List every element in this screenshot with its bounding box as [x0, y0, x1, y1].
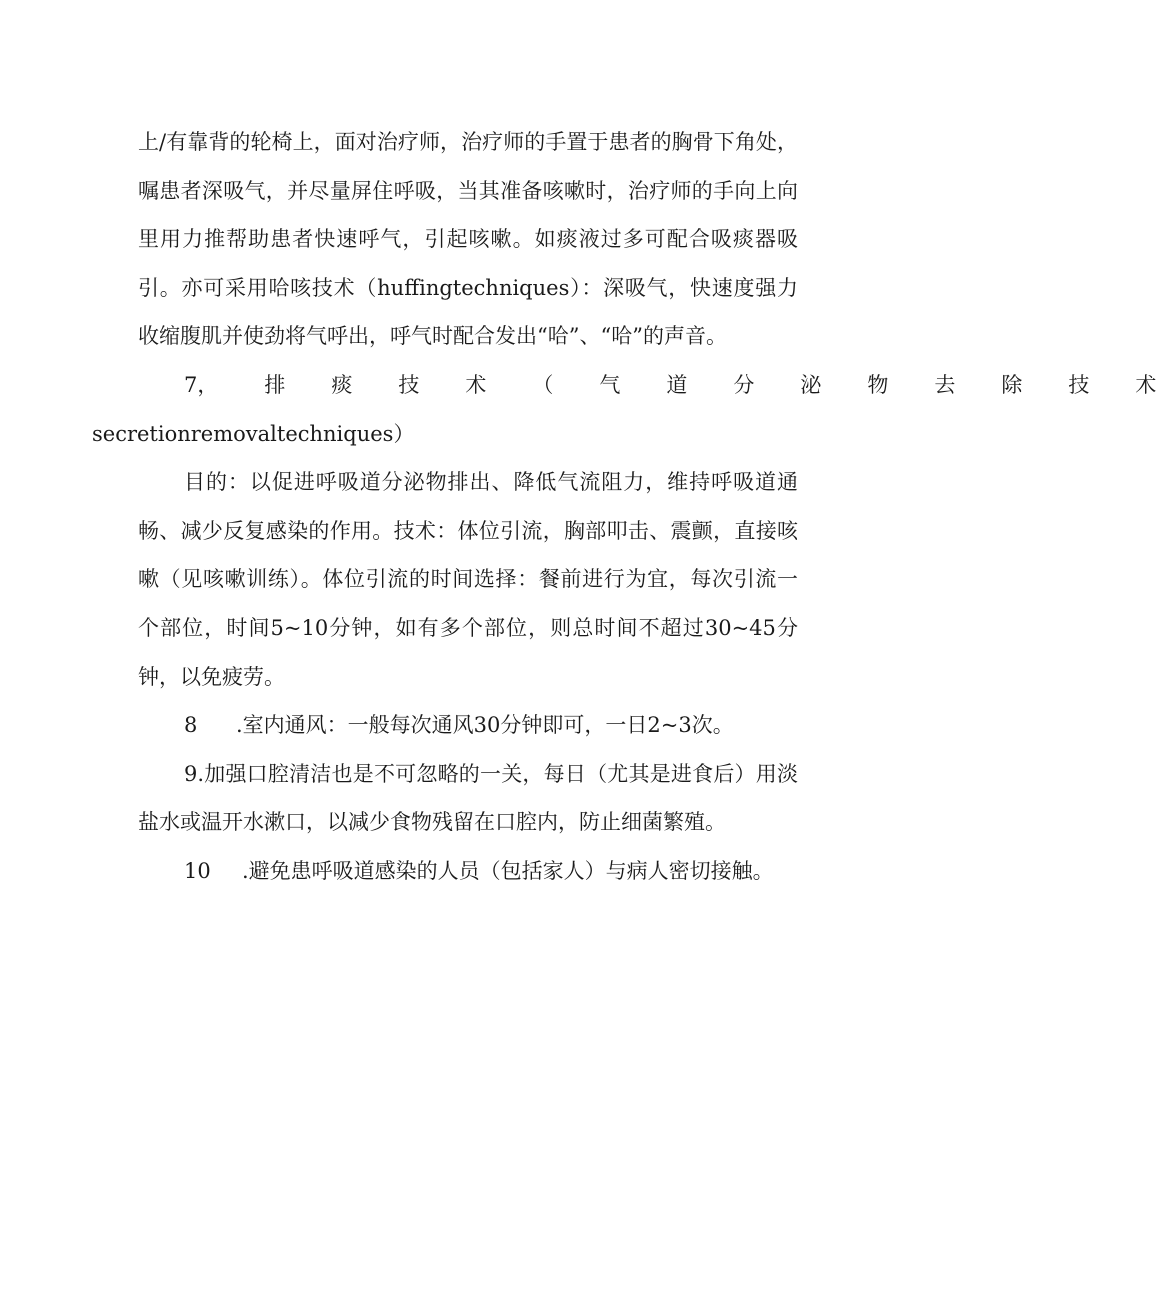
paragraph-item-9-oral-hygiene: 9.加强口腔清洁也是不可忽略的一关，每日（尤其是进食后）用淡盐水或温开水漱口，以减少食物残留在口腔内，防止细菌繁殖。	[138, 761, 798, 835]
heading-english-term: secretionremovaltechniques）	[92, 421, 415, 446]
item-number: 8	[184, 713, 198, 738]
item-text: .室内通风：一般每次通风30分钟即可，一日2~3次。	[236, 713, 734, 738]
paragraph-item-8-ventilation	[138, 701, 798, 750]
paragraph-secretion-removal-details: 目的：以促进呼吸道分泌物排出、降低气流阻力，维持呼吸道通畅、减少反复感染的作用。技术：体位引流，胸部叩击、震颤，直接咳嗽（见咳嗽训练）。体位引流的时间选择：餐前进行为宜，每次引流一个部位，时间5~10分钟，如有多个部位，则总时间不超过30~45分钟，以免疲劳。	[138, 470, 798, 689]
item-text: .避免患呼吸道感染的人员（包括家人）与病人密切接触。	[242, 858, 774, 883]
item-number: 10	[184, 858, 211, 883]
heading-line: 7， 排 痰 技 术 （ 气 道 分 泌 物 去 除 技 术	[184, 372, 1156, 397]
section-heading-secretion-removal	[92, 361, 1156, 458]
paragraph-item-10-avoid-contact	[138, 847, 798, 896]
document-body	[92, 118, 1156, 896]
paragraph-cough-assist: 上/有靠背的轮椅上，面对治疗师，治疗师的手置于患者的胸骨下角处，嘱患者深吸气，并尽量屏住呼吸，当其准备咳嗽时，治疗师的手向上向里用力推帮助患者快速呼气，引起咳嗽。如痰液过多可配合吸痰器吸引。亦可采用哈咳技术（huffingtechniques）：深吸气，快速度强力收缩腹肌并使劲将气呼出，呼气时配合发出“哈”、“哈”的声音。	[138, 130, 798, 349]
